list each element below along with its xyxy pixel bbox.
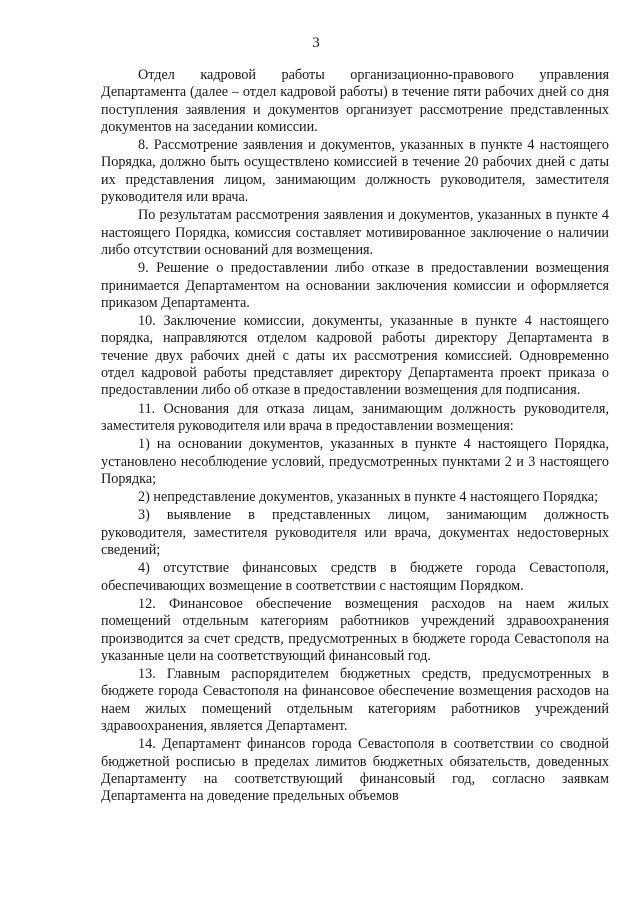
paragraph: 13. Главным распорядителем бюджетных средств, предусмотренных в бюджете города Севастополя на финансовое обеспечение возмещения расходов на наем жилых помещений отдельным категориям работников учреждений здравоохранения, является Департамент. — [101, 666, 609, 734]
paragraph: 9. Решение о предоставлении либо отказе в предоставлении возмещения принимается Департаментом на основании заключения комиссии и оформляется приказом Департамента. — [101, 260, 609, 311]
list-item: 4) отсутствие финансовых средств в бюджете города Севастополя, обеспечивающих возмещение в соответствии с настоящим Порядком. — [101, 560, 609, 594]
paragraph: Отдел кадровой работы организационно-правового управления Департамента (далее – отдел кадровой работы) в течение пяти рабочих дней со дня поступления заявления и документов организует рассмотрение представленных документов на заседании комиссии. — [101, 67, 609, 135]
list-item: 1) на основании документов, указанных в пункте 4 настоящего Порядка, установлено несоблюдение условий, предусмотренных пунктами 2 и 3 настоящего Порядка; — [101, 436, 609, 487]
paragraph: 14. Департамент финансов города Севастополя в соответствии со сводной бюджетной росписью в пределах лимитов бюджетных обязательств, доведенных Департаменту на соответствующий финансовый год, согласно заявкам Департамента на доведение предельных объемов — [101, 736, 609, 805]
paragraph: По результатам рассмотрения заявления и документов, указанных в пункте 4 настоящего Порядка, комиссия составляет мотивированное заключение о наличии либо отсутствии оснований для возмещения. — [101, 207, 609, 258]
list-item: 3) выявление в представленных лицом, занимающим должность руководителя, заместителя руководителя или врача, документах недостоверных сведений; — [101, 507, 609, 559]
paragraph: 12. Финансовое обеспечение возмещения расходов на наем жилых помещений отдельным категориям работников учреждений здравоохранения производится за счет средств, предусмотренных в бюджете города Севастополя на указанные цели на соответствующий финансовый год. — [101, 595, 609, 664]
document-body — [101, 67, 609, 806]
paragraph: 8. Рассмотрение заявления и документов, указанных в пункте 4 настоящего Порядка, должно быть осуществлено комиссией в течение 20 рабочих дней с даты их представления лицом, занимающим должность руководителя, заместителя руководителя или врача. — [101, 137, 609, 206]
paragraph: 10. Заключение комиссии, документы, указанные в пункте 4 настоящего порядка, направляются отделом кадровой работы директору Департамента в течение двух рабочих дней с даты их рассмотрения комиссией. Одновременно отдел кадровой работы представляет директору Департамента проект приказа о предоставлении либо об отказе в предоставлении возмещения для подписания. — [101, 313, 609, 399]
list-item: 2) непредставление документов, указанных в пункте 4 настоящего Порядка; — [138, 489, 599, 506]
paragraph: 11. Основания для отказа лицам, занимающим должность руководителя, заместителя руководителя или врача в предоставлении возмещения: — [101, 400, 609, 434]
page-number: 3 — [312, 35, 320, 51]
